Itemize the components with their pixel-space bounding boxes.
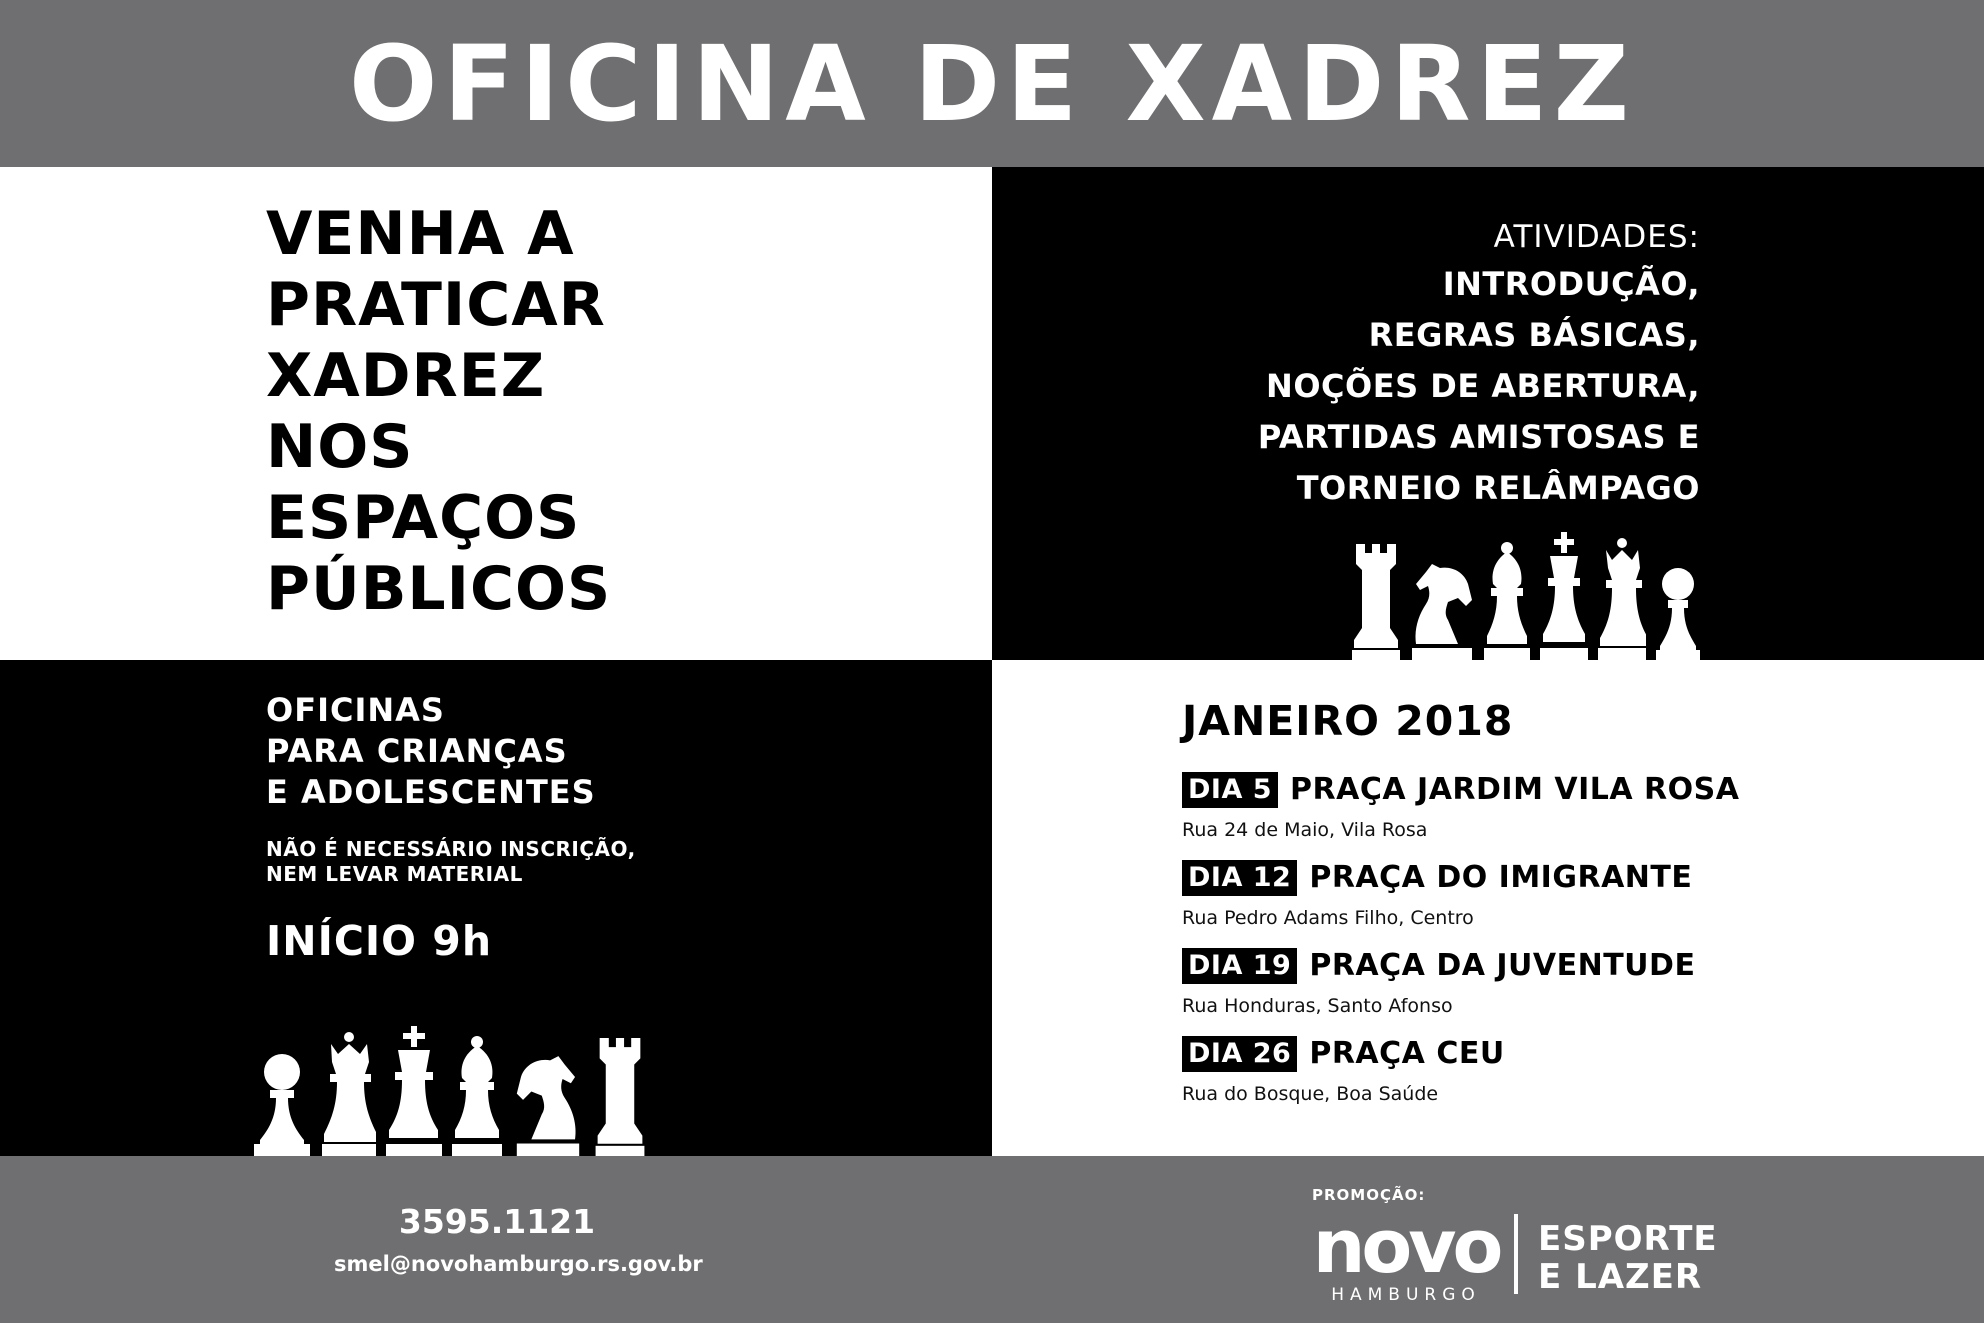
headline-line: PÚBLICOS	[266, 554, 612, 624]
chess-pieces-bottom	[252, 1026, 646, 1156]
queen-icon	[1598, 538, 1646, 660]
headline-line: VENHA A	[266, 199, 575, 269]
start-time: INÍCIO 9h	[266, 917, 493, 965]
headline-line: XADREZ	[266, 341, 546, 411]
event-place: PRAÇA JARDIM VILA ROSA	[1290, 772, 1740, 807]
workshops-note	[266, 837, 636, 887]
event-address: Rua Pedro Adams Filho, Centro	[1182, 907, 1474, 929]
bishop-icon	[452, 1036, 502, 1156]
event-address: Rua 24 de Maio, Vila Rosa	[1182, 819, 1428, 841]
event-place: PRAÇA DA JUVENTUDE	[1309, 948, 1696, 983]
headline-line: PRATICAR	[266, 270, 606, 340]
workshops-title-line: PARA CRIANÇAS	[266, 732, 568, 770]
event-item	[1182, 1036, 1739, 1106]
king-icon	[1540, 532, 1588, 660]
event-day-badge: DIA 26	[1182, 1036, 1297, 1072]
chess-pieces-top	[1352, 532, 1700, 660]
activity-item: PARTIDAS AMISTOSAS E	[1257, 418, 1700, 456]
phone-number[interactable]: 3595.1121	[398, 1202, 596, 1241]
event-day-badge: DIA 19	[1182, 948, 1297, 984]
department-line: ESPORTE	[1538, 1219, 1718, 1259]
contact-info	[334, 1201, 703, 1277]
king-icon	[386, 1026, 442, 1156]
footer-band	[0, 1156, 1984, 1323]
email-address[interactable]: smel@novohamburgo.rs.gov.br	[334, 1252, 703, 1276]
activity-item: REGRAS BÁSICAS,	[1368, 316, 1700, 354]
activity-item: INTRODUÇÃO,	[1442, 265, 1700, 303]
schedule-panel	[992, 660, 1984, 1156]
workshops-title-line: OFICINAS	[266, 691, 445, 729]
queen-icon	[322, 1032, 376, 1156]
headline-line: ESPAÇOS	[266, 483, 581, 553]
note-line: NEM LEVAR MATERIAL	[266, 862, 523, 886]
event-header	[1182, 1036, 1739, 1072]
page-title: OFICINA DE XADREZ	[348, 22, 1635, 145]
bishop-icon	[1484, 542, 1530, 660]
novo-hamburgo-logo	[1310, 1212, 1502, 1306]
department-name	[1538, 1220, 1718, 1296]
event-place: PRAÇA CEU	[1309, 1036, 1505, 1071]
workshops-info	[266, 690, 636, 965]
event-address: Rua Honduras, Santo Afonso	[1182, 995, 1453, 1017]
activities-list	[1258, 215, 1700, 514]
event-header	[1182, 772, 1739, 808]
event-list	[1182, 772, 1739, 1106]
event-place: PRAÇA DO IMIGRANTE	[1309, 860, 1693, 895]
activities-panel	[992, 167, 1984, 660]
activities-title: ATIVIDADES:	[1493, 219, 1700, 255]
headline-panel	[0, 167, 992, 660]
schedule-month: JANEIRO 2018	[1182, 697, 1514, 745]
event-item	[1182, 860, 1739, 930]
rook-icon	[1352, 544, 1400, 660]
rook-icon	[594, 1038, 646, 1156]
knight-icon	[1410, 560, 1474, 660]
header-band	[0, 0, 1984, 167]
workshops-panel	[0, 660, 992, 1156]
event-address: Rua do Bosque, Boa Saúde	[1182, 1083, 1439, 1105]
promotion-label: PROMOÇÃO:	[1312, 1186, 1426, 1204]
event-header	[1182, 860, 1739, 896]
event-day-badge: DIA 5	[1182, 772, 1278, 808]
headline	[266, 199, 611, 625]
headline-line: NOS	[266, 412, 414, 482]
knight-icon	[512, 1052, 584, 1156]
note-line: NÃO É NECESSÁRIO INSCRIÇÃO,	[266, 837, 636, 861]
logo-divider	[1514, 1214, 1518, 1294]
pawn-icon	[252, 1052, 312, 1156]
schedule	[1182, 696, 1739, 1124]
event-header	[1182, 948, 1739, 984]
activity-item: NOÇÕES DE ABERTURA,	[1266, 367, 1700, 405]
event-item	[1182, 772, 1739, 842]
event-day-badge: DIA 12	[1182, 860, 1297, 896]
workshops-title-line: E ADOLESCENTES	[266, 773, 596, 811]
department-line: E LAZER	[1538, 1257, 1703, 1297]
logo-subtitle: HAMBURGO	[1331, 1285, 1481, 1305]
logo-word: novo	[1312, 1212, 1500, 1290]
activity-item: TORNEIO RELÂMPAGO	[1296, 469, 1700, 507]
pawn-icon	[1656, 568, 1700, 660]
event-item	[1182, 948, 1739, 1018]
